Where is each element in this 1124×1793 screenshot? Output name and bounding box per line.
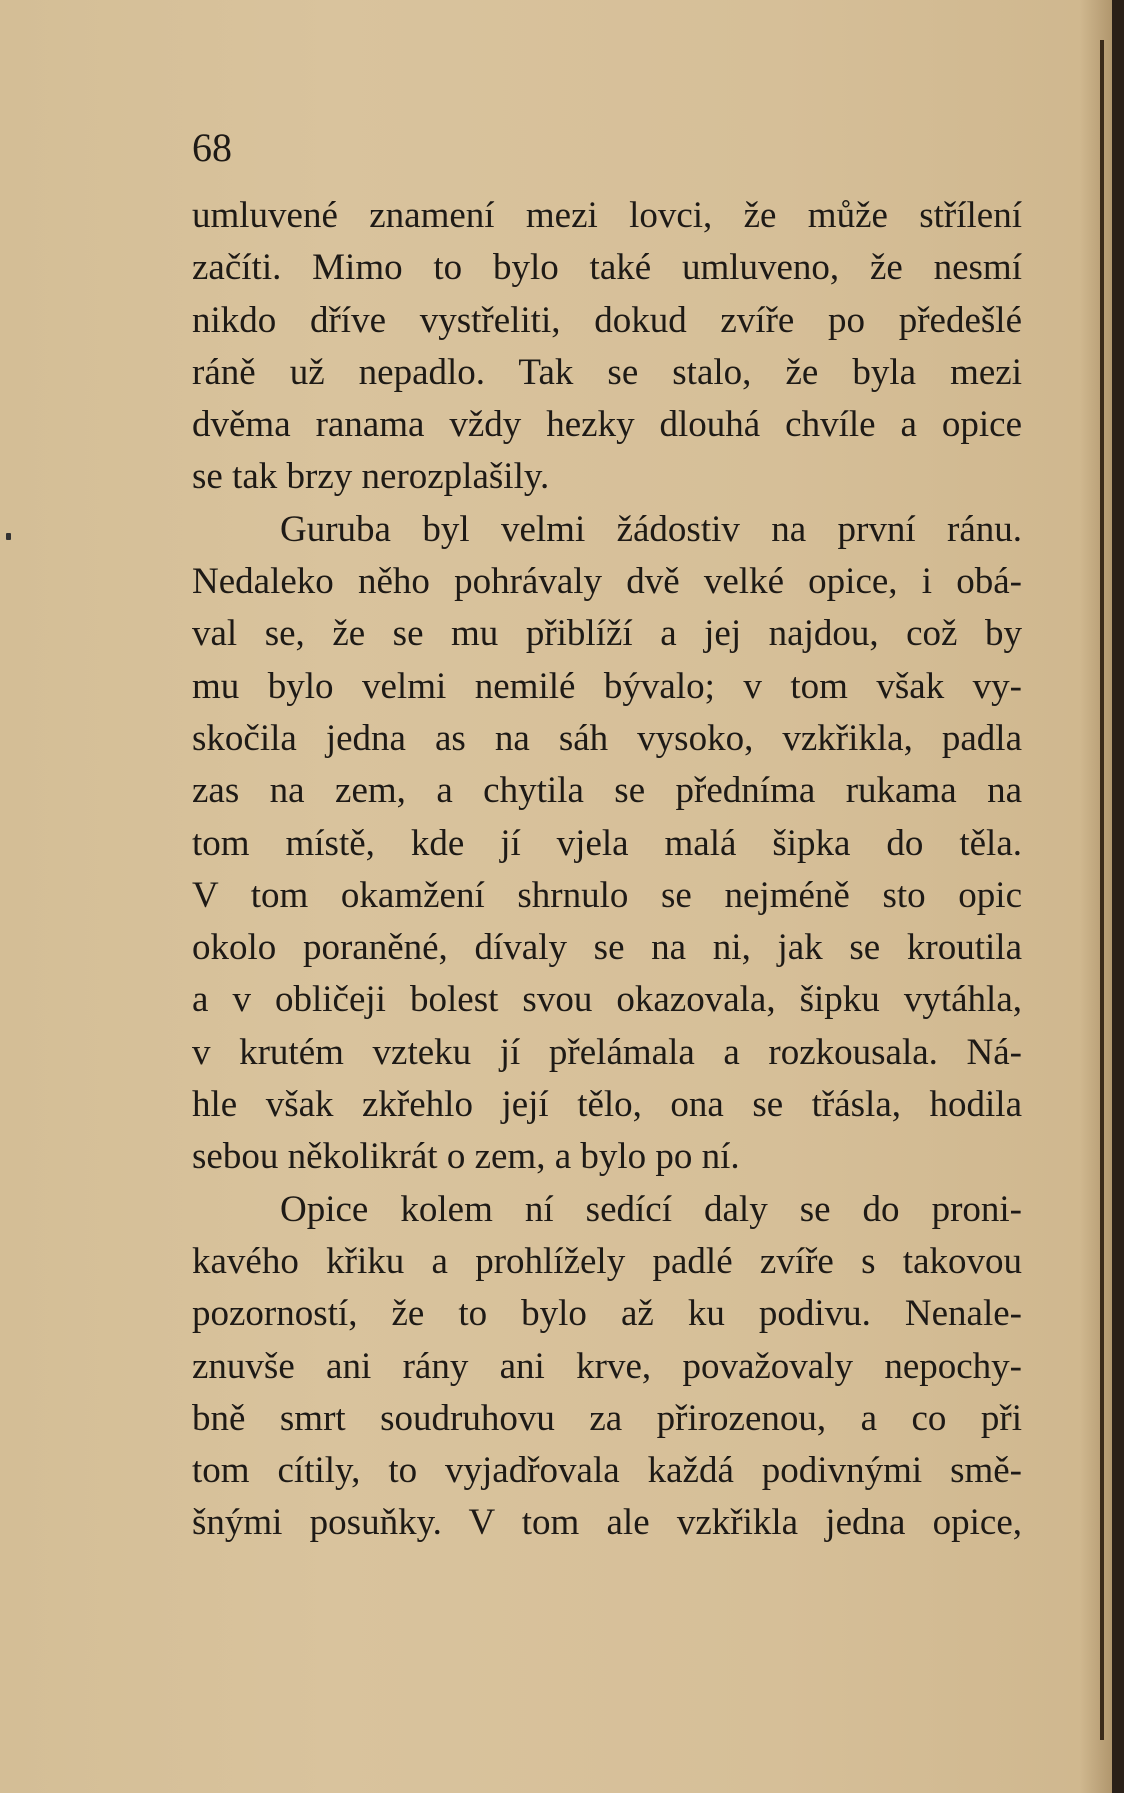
text-line: šnými posuňky. V tom ale vzkřikla jedna opice,: [192, 1502, 1022, 1544]
text-line: hle však zkřehlo její tělo, ona se třásla, hodila: [192, 1084, 1022, 1126]
text-line: sebou několikrát o zem, a bylo po ní.: [192, 1136, 740, 1178]
text-line: val se, že se mu přiblíží a jej najdou, což by: [192, 613, 1022, 655]
text-line: v krutém vzteku jí přelámala a rozkousala. Ná-: [192, 1031, 1022, 1073]
binding-edge: [1100, 40, 1104, 1740]
text-line: bně smrt soudruhovu za přirozenou, a co při: [192, 1397, 1022, 1439]
text-line: Guruba byl velmi žádostiv na první ránu.: [280, 508, 1022, 550]
text-line: ráně už nepadlo. Tak se stalo, že byla mezi: [192, 351, 1022, 393]
text-line: V tom okamžení shrnulo se nejméně sto opic: [192, 874, 1022, 916]
text-line: dvěma ranama vždy hezky dlouhá chvíle a opice: [192, 404, 1022, 446]
text-line: začíti. Mimo to bylo také umluveno, že nesmí: [192, 247, 1022, 289]
text-line: pozorností, že to bylo až ku podivu. Nenale-: [192, 1293, 1022, 1335]
text-line: znuvše ani rány ani krve, považovaly nepochy-: [192, 1345, 1022, 1387]
scan-speck: [6, 533, 11, 540]
text-line: kavého křiku a prohlížely padlé zvíře s takovou: [192, 1240, 1022, 1282]
text-line: mu bylo velmi nemilé bývalo; v tom však vy-: [192, 665, 1022, 707]
text-line: Nedaleko něho pohrávaly dvě velké opice, i obá-: [192, 561, 1022, 603]
page-number: 68: [192, 125, 232, 170]
text-line: a v obličeji bolest svou okazovala, šipku vytáhla,: [192, 979, 1022, 1021]
scan-border: [1112, 0, 1124, 1793]
text-line: se tak brzy nerozplašily.: [192, 456, 550, 498]
text-line: umluvené znamení mezi lovci, že může střílení: [192, 195, 1022, 236]
text-line: Opice kolem ní sedící daly se do proni-: [280, 1188, 1022, 1230]
text-line: skočila jedna as na sáh vysoko, vzkřikla, padla: [192, 717, 1022, 759]
text-line: nikdo dříve vystřeliti, dokud zvíře po předešlé: [192, 299, 1022, 341]
text-line: tom cítily, to vyjadřovala každá podivnými smě-: [192, 1450, 1022, 1492]
page-edge-shadow: [1080, 0, 1112, 1793]
text-line: zas na zem, a chytila se předníma rukama na: [192, 770, 1022, 812]
body-text: [192, 190, 1022, 1550]
text-line: okolo poraněné, dívaly se na ni, jak se kroutila: [192, 927, 1022, 969]
text-line: tom místě, kde jí vjela malá šipka do těla.: [192, 822, 1022, 864]
